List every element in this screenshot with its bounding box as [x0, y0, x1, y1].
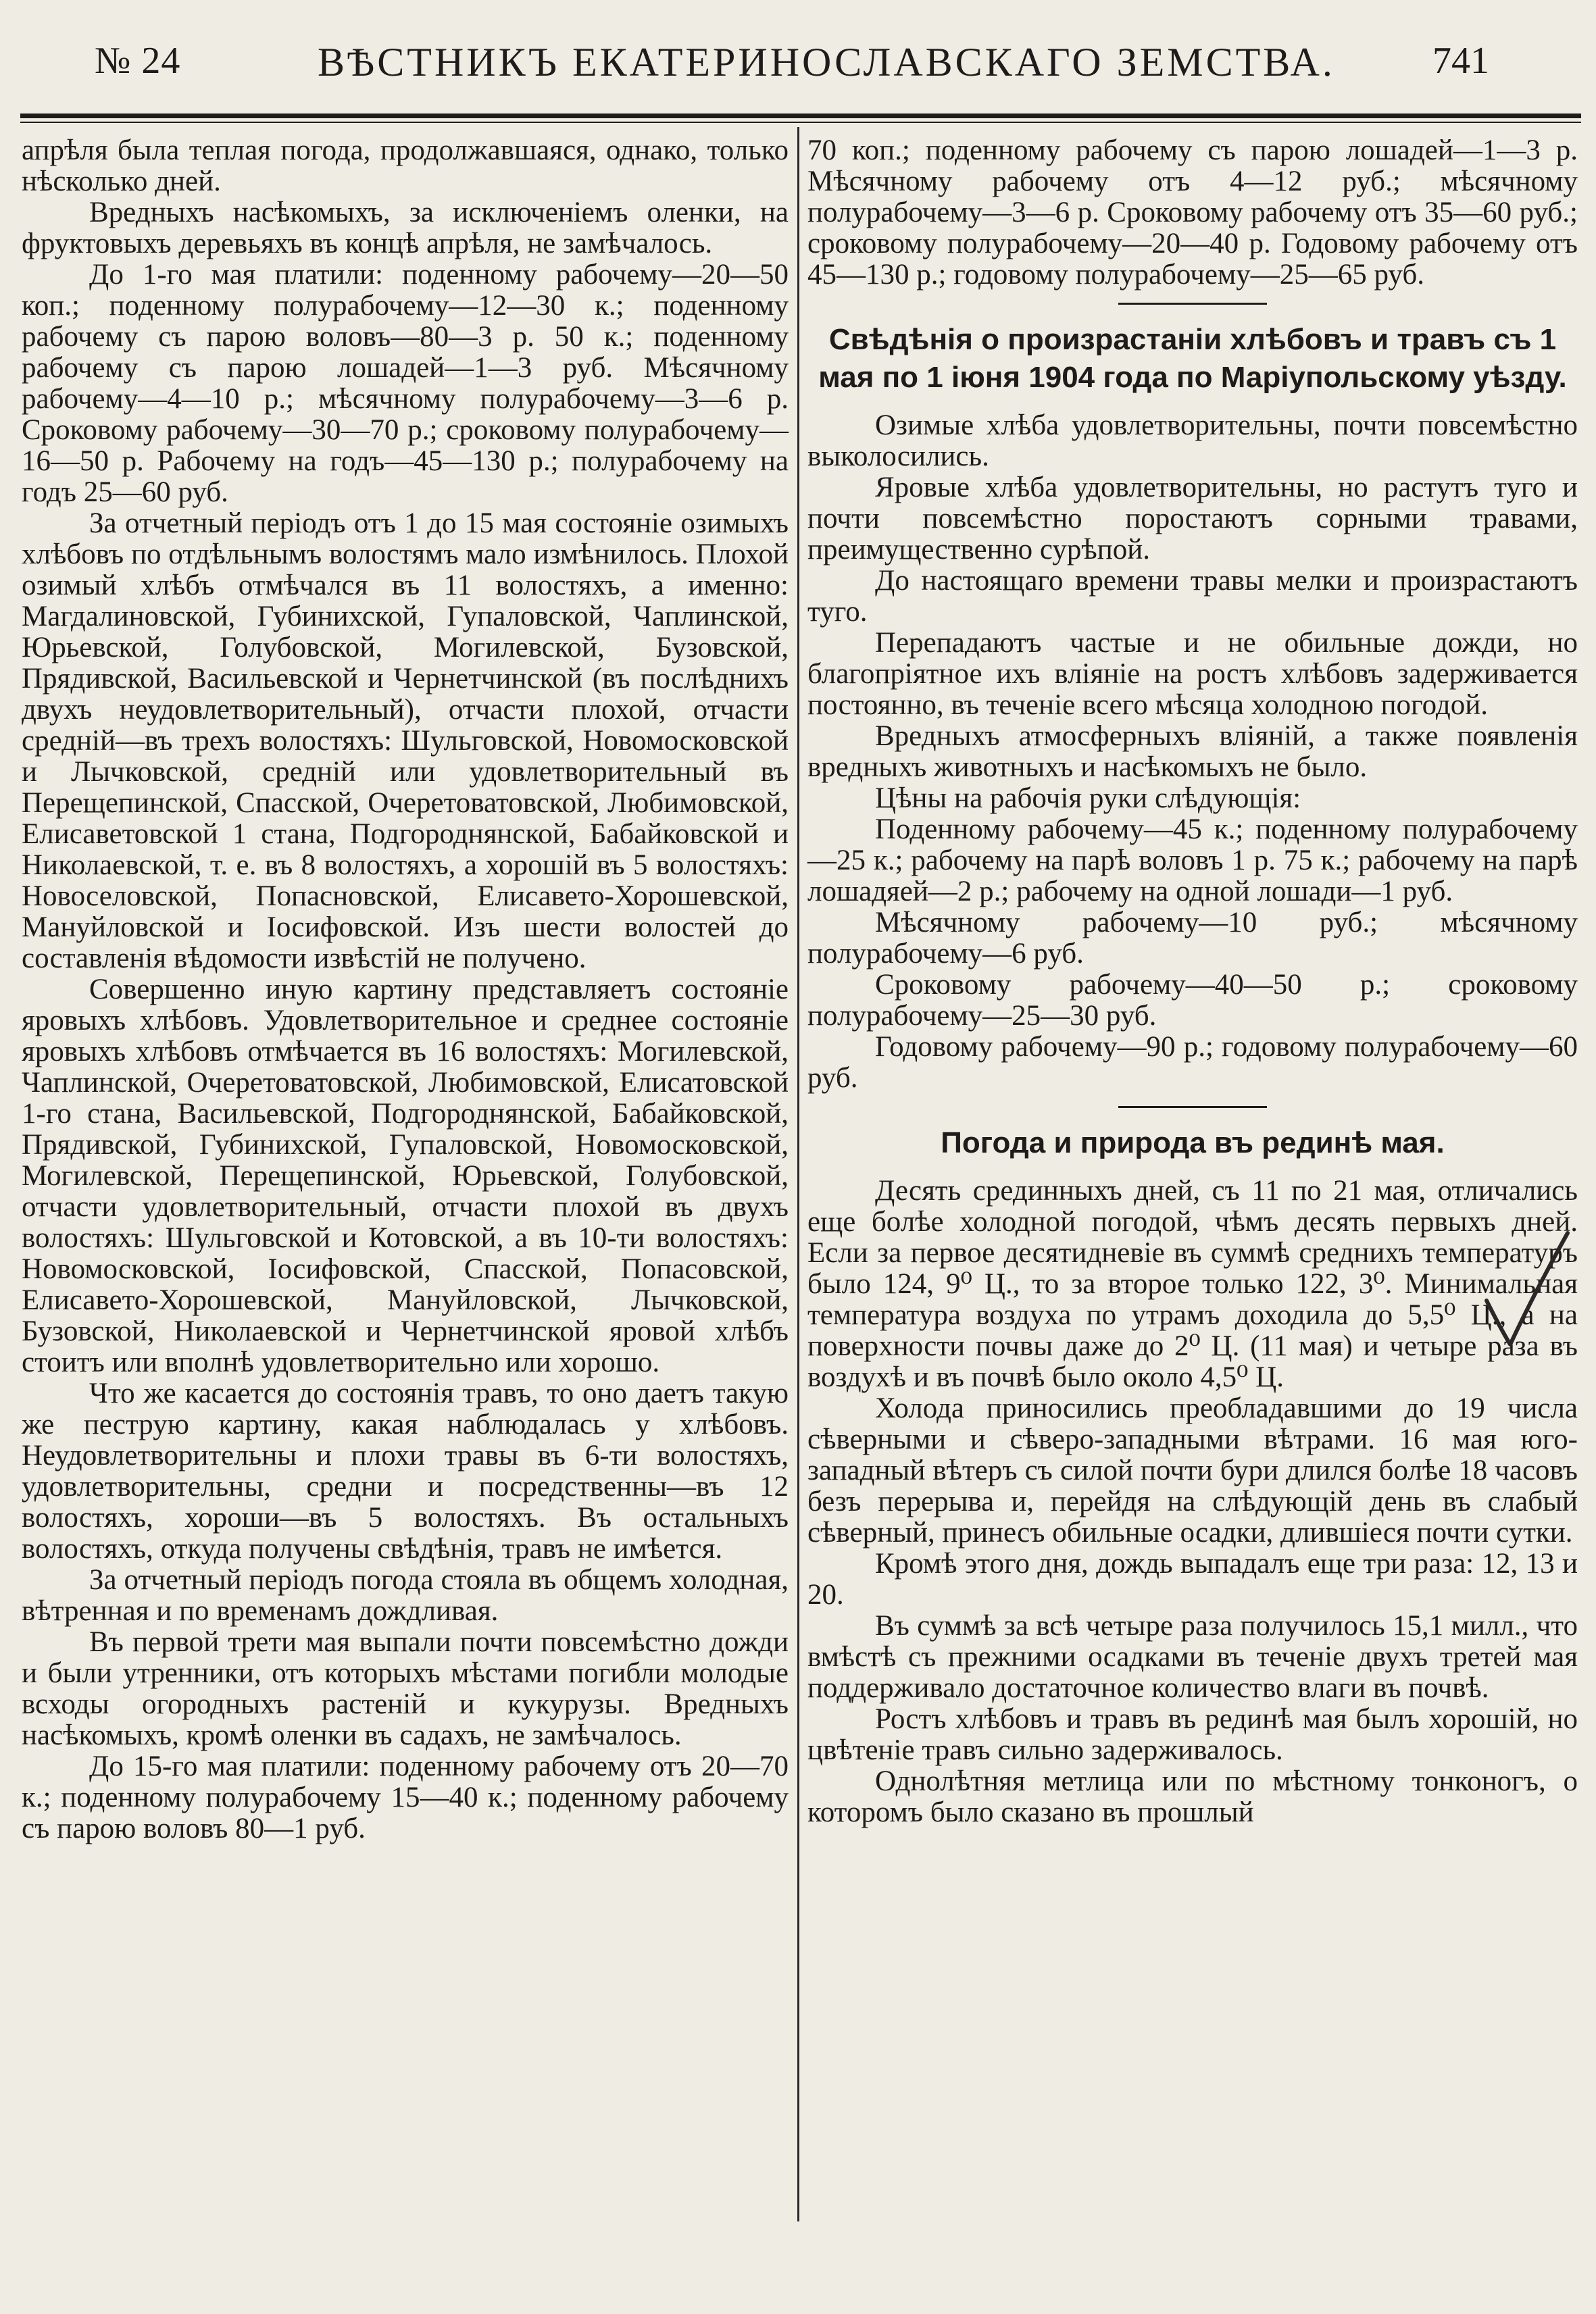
left-paragraph-4: За отчетный періодъ отъ 1 до 15 мая состояніе озимыхъ хлѣбовъ по отдѣльнымъ волостямъ мало измѣнилось. Плохой озимый хлѣбъ отмѣчался въ 11 волостяхъ, а именно: Магдалиновской, Губинихской, Гупаловской, Чаплинской, Юрьевской, Голубовской, Могилевской, Бузовской, Прядивской, Васильевской и Чернетчинской (въ послѣднихъ двухъ неудовлетворительный), отчасти плохой, отчасти средній—въ трехъ волостяхъ: Шульговской, Новомосковской и Лычковской, средній или удовлетворительный въ Перещепинской, Спасской, Очеретоватовской, Любимовской, Елисаветовской 1 стана, Подгороднянской, Бабайковской и Николаевской, т. е. въ 8 волостяхъ, а хорошій въ 5 волостяхъ: Новоселовской, Попасновской, Елисавето-Хорошевской, Мануйловской и Іосифовской. Изъ шести волостей до составленія вѣдомости извѣстій не получено.	[22, 507, 789, 974]
section1-paragraph-10: Годовому рабочему—90 р.; годовому полурабочему—60 руб.	[807, 1031, 1578, 1094]
section1-paragraph-6: Цѣны на рабочія руки слѣдующія:	[875, 782, 1301, 814]
left-paragraph-1: апрѣля была теплая погода, продолжавшаяся, однако, только нѣсколько дней.	[22, 134, 789, 197]
section1-paragraph-2: Яровые хлѣба удовлетворительны, но растутъ туго и почти повсемѣстно поростаютъ сорными травами, преимущественно сурѣпой.	[807, 472, 1578, 565]
section1-paragraph-3: До настоящаго времени травы мелки и произрастаютъ туго.	[807, 565, 1578, 628]
page-number: 741	[1432, 40, 1489, 82]
section1-paragraph-8: Мѣсячному рабочему—10 руб.; мѣсячному полурабочему—6 руб.	[807, 907, 1578, 970]
section-separator-1	[1118, 303, 1267, 305]
section2-paragraph-4: Въ суммѣ за всѣ четыре раза получилось 15,1 милл., что вмѣстѣ съ прежними осадками въ теченіе двухъ третей мая поддерживало достаточное количество влаги въ почвѣ.	[807, 1610, 1578, 1704]
section1-paragraph-5: Вредныхъ атмосферныхъ вліяній, а также появленія вредныхъ животныхъ и насѣкомыхъ не было.	[807, 720, 1578, 783]
issue-number: № 24	[95, 40, 181, 82]
section-separator-2	[1118, 1106, 1267, 1108]
column-divider	[797, 127, 799, 2221]
section2-paragraph-6: Однолѣтняя метлица или по мѣстному тонконогъ, о которомъ было сказано въ прошлый	[807, 1765, 1578, 1828]
right-column	[807, 135, 1578, 1828]
left-paragraph-6: Что же касается до состоянія травъ, то оно даетъ такую же пеструю картину, какая наблюдалась у хлѣбовъ. Неудовлетворительны и плохи травы въ 6-ти волостяхъ, удовлетворительны, средни и посредственны—въ 12 волостяхъ, хороши—въ 5 волостяхъ. Въ остальныхъ волостяхъ, откуда получены свѣдѣнія, травъ не имѣется.	[22, 1378, 789, 1565]
left-paragraph-2: Вредныхъ насѣкомыхъ, за исключеніемъ оленки, на фруктовыхъ деревьяхъ въ концѣ апрѣля, не замѣчалось.	[22, 197, 789, 259]
page-header	[0, 39, 1596, 107]
section2-paragraph-5: Ростъ хлѣбовъ и травъ въ рединѣ мая былъ хорошій, но цвѣтеніе травъ сильно задерживалось.	[807, 1703, 1578, 1766]
left-column	[22, 135, 789, 1844]
section1-heading: Свѣдѣнія о произрастаніи хлѣбовъ и травъ съ 1 мая по 1 іюня 1904 года по Маріупольскому уѣзду.	[818, 323, 1567, 394]
header-rule-thick	[20, 114, 1581, 118]
left-paragraph-9: До 15-го мая платили: поденному рабочему отъ 20—70 к.; поденному полурабочему 15—40 к.; поденному рабочему съ парою воловъ 80—1 руб.	[22, 1751, 789, 1844]
section1-paragraph-4: Перепадаютъ частые и не обильные дожди, но благопріятное ихъ вліяніе на ростъ хлѣбовъ задерживается постоянно, въ теченіе всего мѣсяца холодною погодой.	[807, 627, 1578, 721]
right-intro-paragraph: 70 коп.; поденному рабочему съ парою лошадей—1—3 р. Мѣсячному рабочему отъ 4—12 руб.; мѣсячному полурабочему—3—6 р. Сроковому рабочему отъ 35—60 руб.; сроковому полурабочему—20—40 р. Годовому рабочему отъ 45—130 р.; годовому полурабочему—25—65 руб.	[807, 134, 1578, 291]
section1-paragraph-9: Сроковому рабочему—40—50 р.; сроковому полурабочему—25—30 руб.	[807, 969, 1578, 1032]
section2-heading: Погода и природа въ рединѣ мая.	[941, 1126, 1445, 1159]
journal-title: ВѢСТНИКЪ ЕКАТЕРИНОСЛАВСКАГО ЗЕМСТВА.	[318, 40, 1335, 84]
left-paragraph-8: Въ первой трети мая выпали почти повсемѣстно дожди и были утренники, отъ которыхъ мѣстами погибли молодые всходы огородныхъ растеній и кукурузы. Вредныхъ насѣкомыхъ, кромѣ оленки въ садахъ, не замѣчалось.	[22, 1626, 789, 1751]
section2-paragraph-2: Холода приносились преобладавшими до 19 числа сѣверными и сѣверо-западными вѣтрами. 16 мая юго-западный вѣтеръ съ силой почти бури длился болѣе 18 часовъ безъ перерыва и, перейдя на слѣдующій день въ слабый сѣверный, принесъ обильные осадки, длившіеся почти сутки.	[807, 1392, 1578, 1549]
left-paragraph-5: Совершенно иную картину представляетъ состояніе яровыхъ хлѣбовъ. Удовлетворительное и среднее состояніе яровыхъ хлѣбовъ отмѣчается въ 16 волостяхъ: Могилевской, Чаплинской, Очеретоватовской, Любимовской, Елисатовской 1-го стана, Васильевской, Подгороднянской, Бабайковской, Прядивской, Губинихской, Гупаловской, Новомосковской, Могилевской, Перещепинской, Юрьевской, Голубовской, отчасти удовлетворительный, отчасти плохой въ двухъ волостяхъ: Шульговской и Котовской, а въ 10-ти волостяхъ: Новомосковской, Іосифовской, Спасской, Попасовской, Елисавето-Хорошевской, Мануйловской, Лычковской, Бузовской, Николаевской и Чернетчинской яровой хлѣбъ стоитъ или вполнѣ удовлетворительно или хорошо.	[22, 974, 789, 1378]
header-rule-thin	[20, 122, 1581, 123]
section2-paragraph-3: Кромѣ этого дня, дождь выпадалъ еще три раза: 12, 13 и 20.	[807, 1548, 1578, 1611]
left-paragraph-3: До 1-го мая платили: поденному рабочему—20—50 коп.; поденному полурабочему—12—30 к.; поденному рабочему съ парою воловъ—80—3 р. 50 к.; поденному рабочему съ парою лошадей—1—3 руб. Мѣсячному рабочему—4—10 р.; мѣсячному полурабочему—3—6 р. Сроковому рабочему—30—70 р.; сроковому полурабочему—16—50 р. Рабочему на годъ—45—130 р.; полурабочему на годъ 25—60 руб.	[22, 259, 789, 508]
section2-paragraph-1: Десять срединныхъ дней, съ 11 по 21 мая, отличались еще болѣе холодной погодой, чѣмъ десять первыхъ дней. Если за первое десятидневіе въ суммѣ среднихъ температуръ было 124, 9⁰ Ц., то за второе только 122, 3⁰. Минимальная температура воздуха по утрамъ доходила до 5,5⁰ Ц., а на поверхности почвы даже до 2⁰ Ц. (11 мая) и четыре раза въ воздухѣ и въ почвѣ было около 4,5⁰ Ц.	[807, 1175, 1578, 1393]
section1-paragraph-1: Озимые хлѣба удовлетворительны, почти повсемѣстно выколосились.	[807, 409, 1578, 472]
handwritten-checkmark-icon	[1480, 1226, 1574, 1355]
section1-paragraph-7: Поденному рабочему—45 к.; поденному полурабочему—25 к.; рабочему на парѣ воловъ 1 р. 75 к.; рабочему на парѣ лошадяей—2 р.; рабочему на одной лошади—1 руб.	[807, 813, 1578, 907]
left-paragraph-7: За отчетный періодъ погода стояла въ общемъ холодная, вѣтренная и по временамъ дождливая.	[22, 1564, 789, 1627]
